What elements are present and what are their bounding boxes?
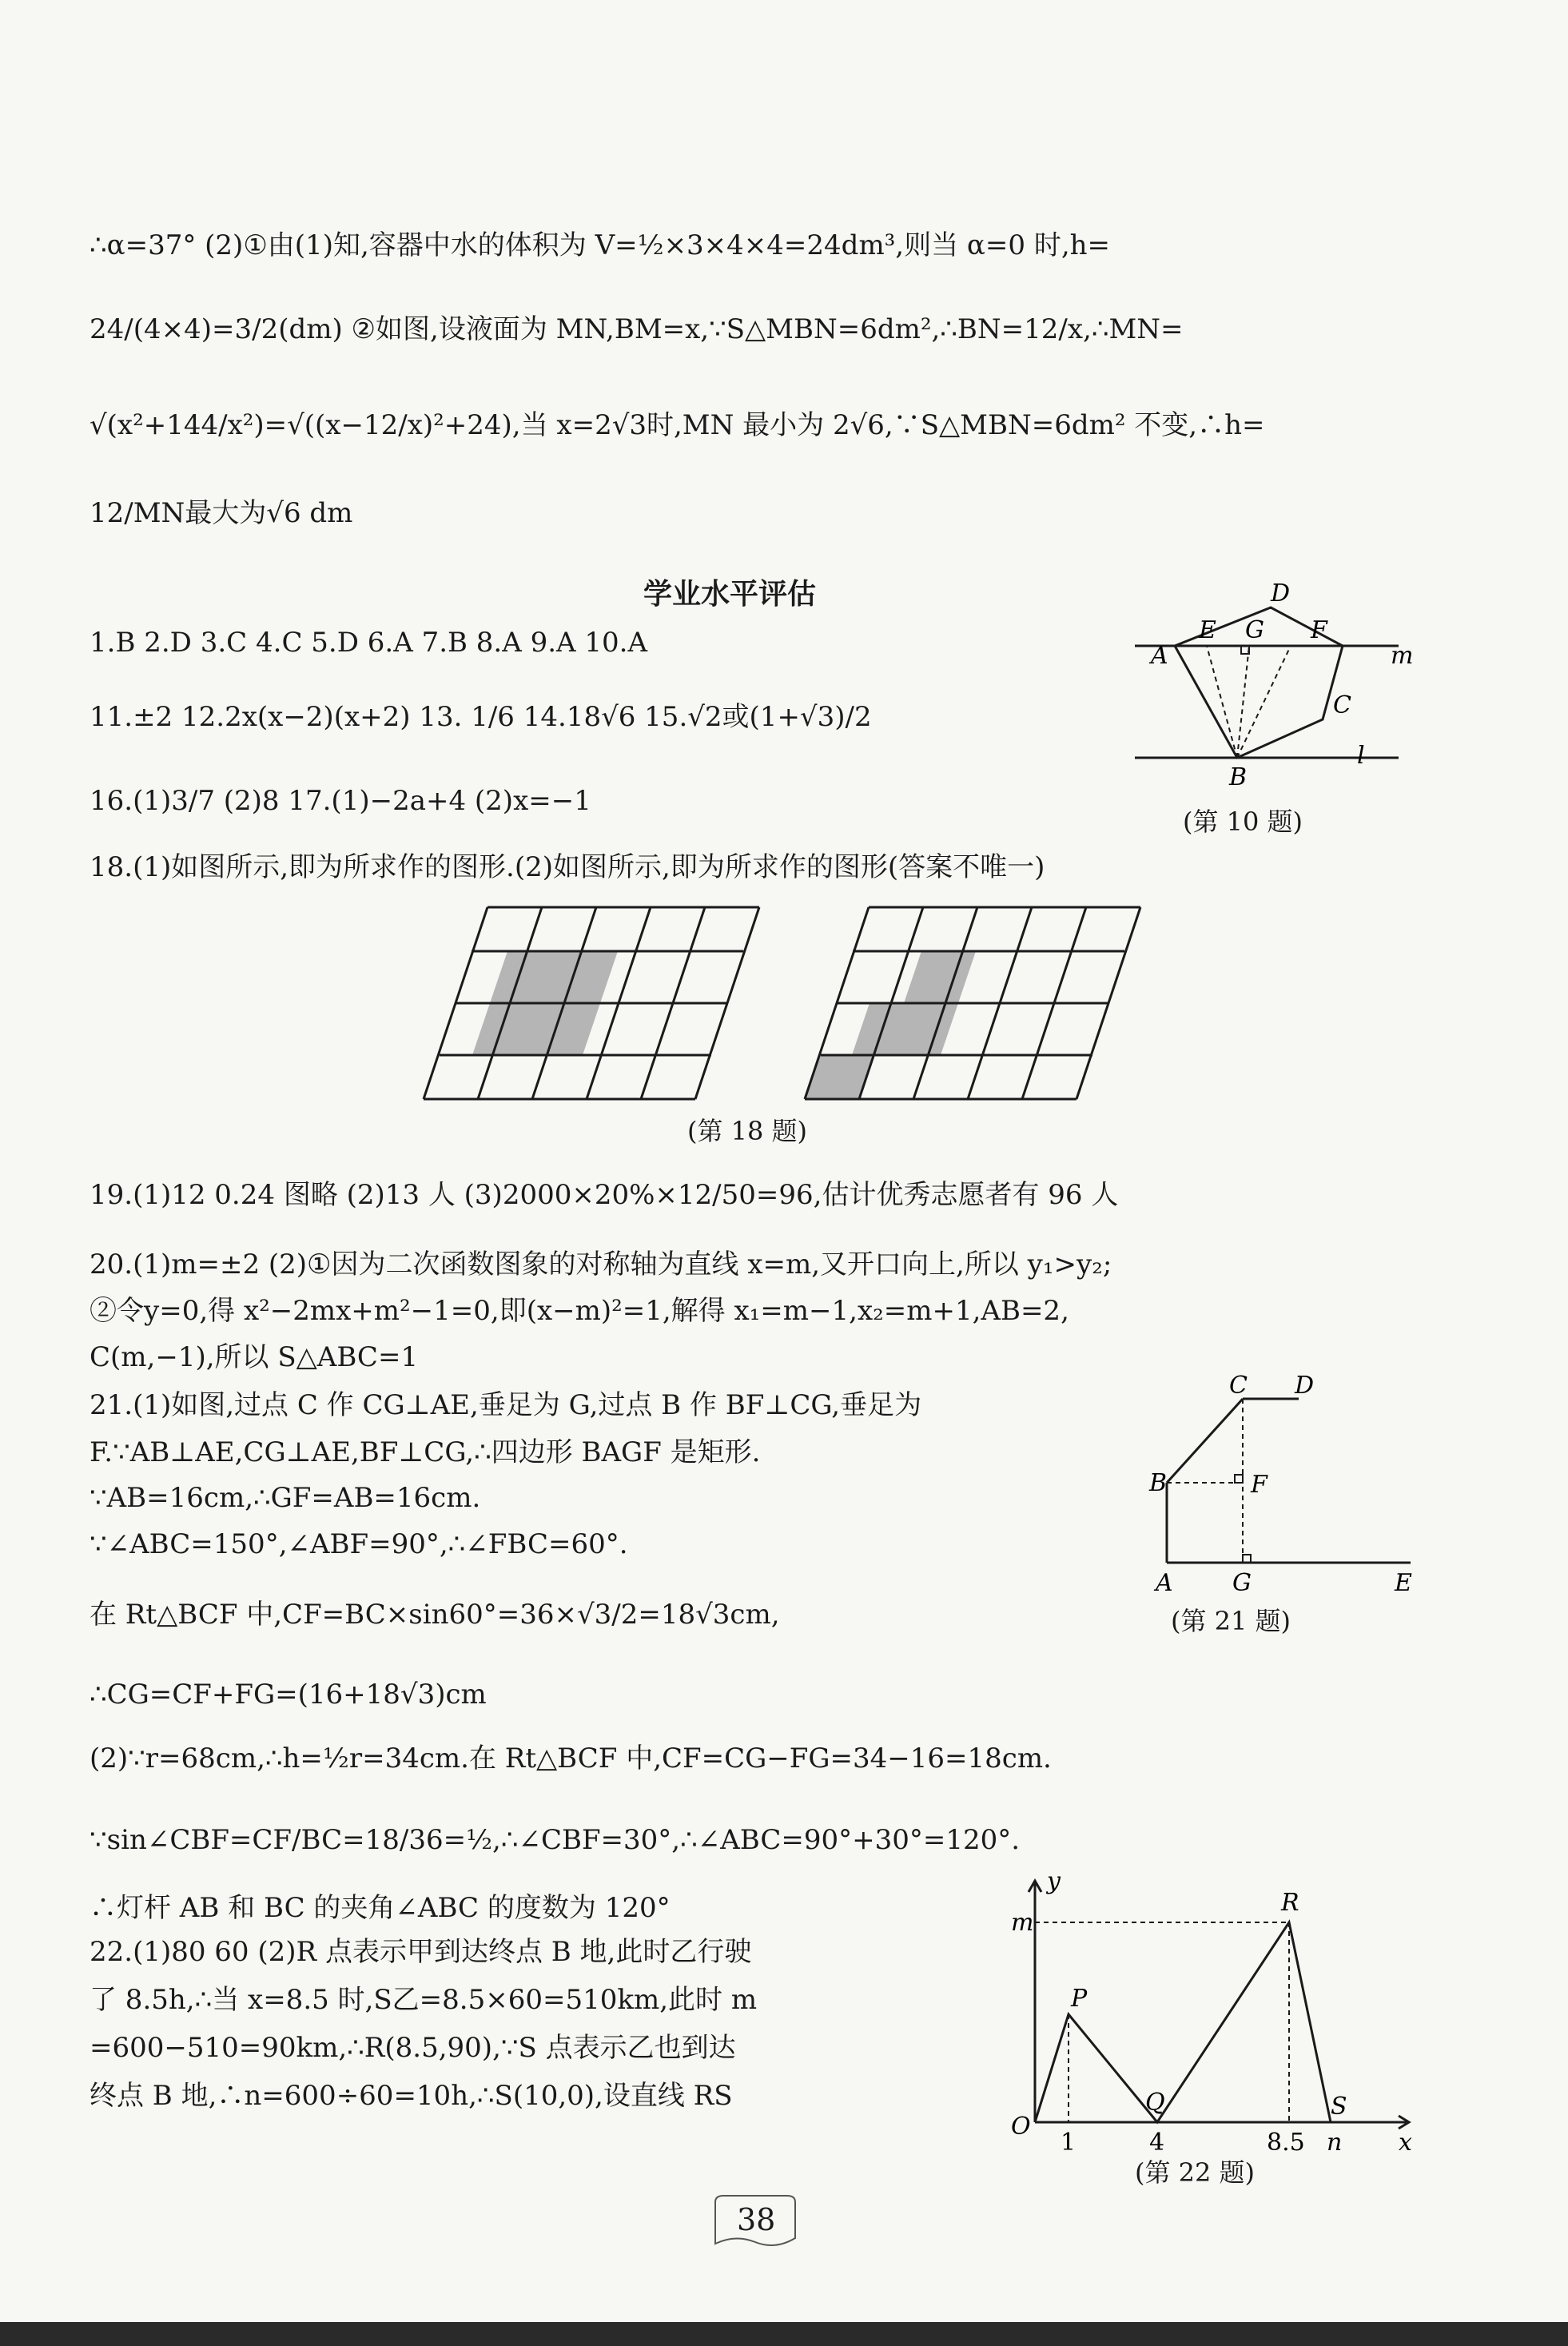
fig10-label-G: G — [1245, 616, 1264, 644]
q21-line-4: ∵∠ABC=150°,∠ABF=90°,∴∠FBC=60°. — [90, 1528, 628, 1560]
q18-text: 18.(1)如图所示,即为所求作的图形.(2)如图所示,即为所求作的图形(答案不唯一) — [90, 851, 1045, 883]
fig22-label-y: y — [1047, 1867, 1061, 1895]
fig21-label-D: D — [1295, 1372, 1315, 1400]
q21-line-2: F.∵AB⊥AE,CG⊥AE,BF⊥CG,∴四边形 BAGF 是矩形. — [90, 1436, 761, 1468]
fig21-label-F: F — [1251, 1471, 1268, 1499]
fig22-label-m: m — [1011, 1909, 1034, 1937]
fig21-label-A: A — [1156, 1569, 1173, 1597]
page-number: 38 — [737, 2202, 776, 2237]
figure-21-caption: (第 21 题) — [1171, 1606, 1291, 1636]
fig10-label-m: m — [1391, 642, 1414, 670]
figure-10 — [1127, 576, 1423, 831]
fig22-tick-8-5: 8.5 — [1267, 2129, 1305, 2157]
figure-10-caption: (第 10 题) — [1183, 807, 1303, 837]
figure-18-caption: (第 18 题) — [687, 1116, 808, 1146]
q21-line-7: (2)∵r=68cm,∴h=½r=34cm.在 Rt△BCF 中,CF=CG−FG=34−16=18cm. — [90, 1743, 1052, 1774]
q22-line-1: 22.(1)80 60 (2)R 点表示甲到达终点 B 地,此时乙行驶 — [90, 1936, 752, 1968]
fig22-label-S: S — [1331, 2093, 1347, 2121]
q21-line-3: ∵AB=16cm,∴GF=AB=16cm. — [90, 1482, 481, 1514]
fig10-label-E: E — [1199, 616, 1216, 644]
figure-18 — [392, 903, 1143, 1103]
figure-21 — [1149, 1372, 1423, 1619]
fig22-tick-n: n — [1327, 2129, 1343, 2157]
q21-line-9: ∴灯杆 AB 和 BC 的夹角∠ABC 的度数为 120° — [90, 1892, 671, 1924]
fig22-label-P: P — [1071, 1985, 1088, 2013]
answers-row-1: 1.B 2.D 3.C 4.C 5.D 6.A 7.B 8.A 9.A 10.A — [90, 627, 648, 659]
fig10-label-B: B — [1229, 763, 1248, 791]
fig21-label-G: G — [1232, 1569, 1252, 1597]
fig10-label-C: C — [1333, 691, 1351, 719]
fig22-label-R: R — [1281, 1889, 1299, 1917]
q19-text: 19.(1)12 0.24 图略 (2)13 人 (3)2000×20%×12/50=96,估计优秀志愿者有 96 人 — [90, 1179, 1119, 1211]
q20-line-1: 20.(1)m=±2 (2)①因为二次函数图象的对称轴为直线 x=m,又开口向上,所以 y₁>y₂; — [90, 1249, 1112, 1281]
q20-line-3: C(m,−1),所以 S△ABC=1 — [90, 1341, 419, 1373]
scan-bottom-edge — [0, 2322, 1568, 2346]
q21-line-1: 21.(1)如图,过点 C 作 CG⊥AE,垂足为 G,过点 B 作 BF⊥CG,垂足为 — [90, 1389, 922, 1421]
solution-line-1: ∴α=37° (2)①由(1)知,容器中水的体积为 V=½×3×4×4=24dm³,则当 α=0 时,h= — [90, 229, 1111, 261]
fig21-label-B: B — [1149, 1469, 1168, 1497]
fig10-label-D: D — [1271, 580, 1291, 607]
figure-22 — [1003, 1867, 1435, 2162]
fig22-label-x: x — [1399, 2129, 1412, 2157]
figure-22-caption: (第 22 题) — [1135, 2157, 1256, 2188]
fig21-label-C: C — [1229, 1372, 1248, 1400]
grid-left — [424, 907, 759, 1099]
q20-line-2: ②令y=0,得 x²−2mx+m²−1=0,即(x−m)²=1,解得 x₁=m−1,x₂=m+1,AB=2, — [90, 1295, 1069, 1327]
q22-line-2: 了 8.5h,∴当 x=8.5 时,S乙=8.5×60=510km,此时 m — [90, 1984, 758, 2016]
answers-row-2: 11.±2 12.2x(x−2)(x+2) 13. 1/6 14.18√6 15.√2或(1+√3)/2 — [90, 701, 872, 733]
fig22-label-Q: Q — [1145, 2089, 1165, 2117]
q22-line-3: =600−510=90km,∴R(8.5,90),∵S 点表示乙也到达 — [90, 2032, 736, 2064]
q22-line-4: 终点 B 地,∴n=600÷60=10h,∴S(10,0),设直线 RS — [90, 2080, 733, 2112]
solution-line-4: 12/MN最大为√6 dm — [90, 497, 353, 529]
answers-row-3: 16.(1)3/7 (2)8 17.(1)−2a+4 (2)x=−1 — [90, 785, 591, 817]
fig21-label-E: E — [1395, 1569, 1412, 1597]
fig10-label-l: l — [1357, 742, 1365, 770]
fig22-tick-1: 1 — [1061, 2129, 1077, 2157]
solution-line-2: 24/(4×4)=3/2(dm) ②如图,设液面为 MN,BM=x,∵S△MBN=6dm²,∴BN=12/x,∴MN= — [90, 313, 1184, 345]
q21-line-6: ∴CG=CF+FG=(16+18√3)cm — [90, 1679, 487, 1711]
grid-right — [805, 907, 1140, 1099]
fig22-tick-4: 4 — [1149, 2129, 1165, 2157]
fig10-label-F: F — [1311, 616, 1327, 644]
q21-line-5: 在 Rt△BCF 中,CF=BC×sin60°=36×√3/2=18√3cm, — [90, 1599, 780, 1631]
fig22-label-O: O — [1011, 2113, 1031, 2141]
section-title: 学业水平评估 — [643, 578, 817, 611]
solution-line-3: √(x²+144/x²)=√((x−12/x)²+24),当 x=2√3时,MN 最小为 2√6,∵S△MBN=6dm² 不变,∴h= — [90, 409, 1265, 441]
q21-line-8: ∵sin∠CBF=CF/BC=18/36=½,∴∠CBF=30°,∴∠ABC=90°+30°=120°. — [90, 1824, 1021, 1856]
fig10-label-A: A — [1151, 642, 1168, 670]
